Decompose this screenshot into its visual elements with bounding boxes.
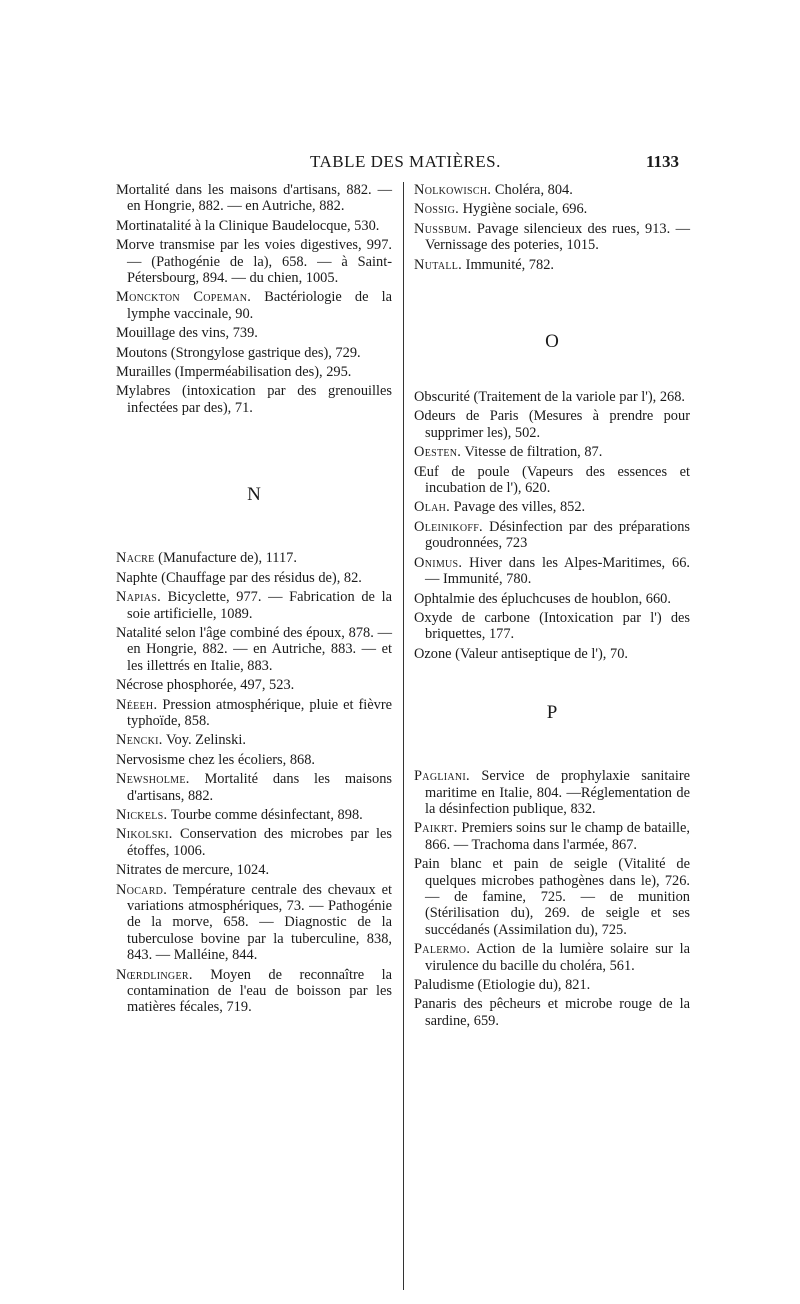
p-entries	[414, 768, 690, 1029]
m-entries	[116, 182, 392, 416]
index-entry: Nussbum. Pavage silencieux des rues, 913. — Vernissage des poteries, 1015.	[414, 220, 690, 254]
index-entry: Palermo. Action de la lumière solaire sur la virulence du bacille du choléra, 561.	[414, 941, 690, 974]
section-letter-n: N	[247, 484, 261, 506]
section-letter-o: O	[545, 331, 559, 353]
index-entry: Nœrdlinger. Moyen de reconnaître la contamination de l'eau de boisson par les matières fécales, 719.	[116, 966, 392, 1016]
section-letter-p: P	[546, 702, 558, 724]
index-entry: Oesten. Vitesse de filtration, 87.	[414, 444, 603, 461]
n-entries-continued	[414, 182, 690, 273]
index-entry: Odeurs de Paris (Mesures à prendre pour supprimer les), 502.	[414, 408, 690, 441]
page-header	[0, 152, 800, 176]
index-entry: Nencki. Voy. Zelinski.	[116, 732, 246, 749]
index-entry: Naphte (Chauffage par des résidus de), 82.	[116, 569, 362, 586]
index-entry: Paludisme (Etiologie du), 821.	[414, 977, 591, 993]
index-entry: Obscurité (Traitement de la variole par l'), 268.	[414, 389, 686, 406]
index-entry: Ophtalmie des épluchcuses de houblon, 660.	[414, 590, 671, 607]
right-column	[414, 182, 690, 1032]
index-entry: Morve transmise par les voies digestives, 997. — (Pathogénie de la), 658. — à Saint-Pétersbourg, 894. — du chien, 1005.	[116, 237, 392, 287]
index-entry: Napias. Bicyclette, 977. — Fabrication de la soie artificielle, 1089.	[116, 589, 392, 622]
page-number: 1133	[646, 152, 680, 171]
index-entry: Natalité selon l'âge combiné des époux, 878. — en Hongrie, 882. — en Autriche, 883. — et les illettrés en Italie, 883.	[116, 624, 392, 674]
index-entry: Mortalité dans les maisons d'artisans, 882. — en Hongrie, 882. — en Autriche, 882.	[116, 182, 392, 215]
index-entry: Œuf de poule (Vapeurs des essences et incubation de l'), 620.	[414, 463, 690, 497]
index-entry: Nutall. Immunité, 782.	[414, 256, 554, 273]
index-entry: Néeeh. Pression atmosphérique, pluie et fièvre typhoïde, 858.	[116, 696, 392, 729]
index-entry: Nacre (Manufacture de), 1117.	[116, 550, 297, 567]
index-entry: Ozone (Valeur antiseptique de l'), 70.	[414, 645, 628, 662]
index-entry: Oxyde de carbone (Intoxication par l') des briquettes, 177.	[414, 609, 690, 643]
index-entry: Olah. Pavage des villes, 852.	[414, 499, 586, 516]
index-entry: Oleinikoff. Désinfection par des préparations goudronnées, 723	[414, 518, 690, 552]
index-entry: Nitrates de mercure, 1024.	[116, 862, 270, 879]
index-entry: Nervosisme chez les écoliers, 868.	[116, 751, 316, 768]
n-entries	[116, 550, 392, 1016]
index-entry: Mouillage des vins, 739.	[116, 325, 258, 342]
index-entry: Nikolski. Conservation des microbes par les étoffes, 1006.	[116, 826, 392, 859]
index-entry: Onimus. Hiver dans les Alpes-Maritimes, 66. — Immunité, 780.	[414, 554, 690, 588]
index-entry: Monckton Copeman. Bactériologie de la lymphe vaccinale, 90.	[116, 289, 393, 322]
index-entry: Paikrt. Premiers soins sur le champ de bataille, 866. — Trachoma dans l'armée, 867.	[414, 820, 690, 853]
index-entry: Nolkowisch. Choléra, 804.	[414, 182, 573, 198]
left-column	[116, 182, 392, 1019]
index-entry: Pagliani. Service de prophylaxie sanitaire maritime en Italie, 804. —Réglementation de la désinfection publique, 832.	[414, 768, 690, 817]
index-entry: Newsholme. Mortalité dans les maisons d'artisans, 882.	[116, 771, 392, 804]
index-entry: Panaris des pêcheurs et microbe rouge de la sardine, 659.	[414, 996, 690, 1029]
index-entry: Murailles (Imperméabilisation des), 295.	[116, 364, 352, 381]
index-entry: Pain blanc et pain de seigle (Vitalité de quelques microbes pathogènes dans le), 726. — de famine, 725. — de munition (Stérilisation du), 269. de seigle et ses succédanés (Assimilation du), 725.	[414, 856, 690, 938]
index-entry: Nocard. Température centrale des chevaux et variations atmosphériques, 73. — Pathogénie de la morve, 658. — Diagnostic de la tuberculose bovine par la tuberculine, 838, 843. — Malléine, 844.	[116, 881, 392, 964]
index-entry: Moutons (Strongylose gastrique des), 729.	[116, 344, 361, 361]
index-entry: Nossig. Hygiène sociale, 696.	[414, 201, 588, 218]
o-entries	[414, 389, 690, 662]
index-entry: Nickels. Tourbe comme désinfectant, 898.	[116, 806, 363, 823]
index-entry: Mortinatalité à la Clinique Baudelocque, 530.	[116, 217, 380, 234]
running-title: TABLE DES MATIÈRES.	[310, 152, 501, 171]
index-entry: Mylabres (intoxication par des grenouilles infectées par des), 71.	[116, 383, 392, 416]
column-divider	[403, 182, 404, 1290]
index-entry: Nécrose phosphorée, 497, 523.	[116, 677, 295, 694]
